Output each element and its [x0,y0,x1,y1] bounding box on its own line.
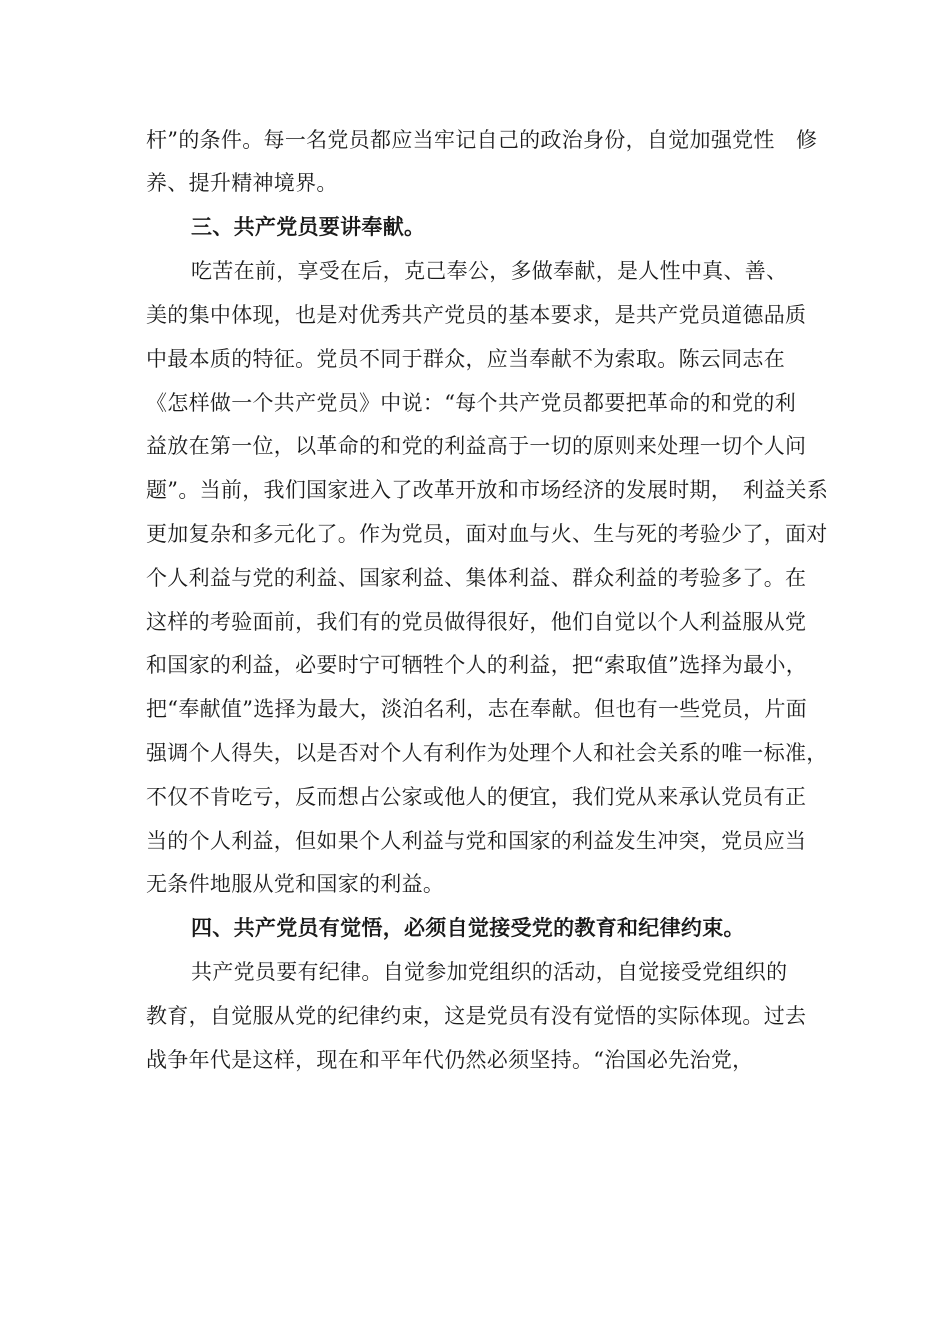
text-line: 题”。当前，我们国家进入了改革开放和市场经济的发展时期， 利益关系 [146,478,829,502]
text-line: 无条件地服从党和国家的利益。 [146,872,445,896]
text-line: 和国家的利益，必要时宁可牺牲个人的利益，把“索取值”选择为最小， [146,653,808,677]
text-line: 中最本质的特征。党员不同于群众，应当奉献不为索取。陈云同志在 [146,347,785,371]
paragraph-first-line: 吃苦在前，享受在后，克己奉公，多做奉献，是人性中真、善、 [191,259,788,283]
text-line: 益放在第一位，以革命的和党的利益高于一切的原则来处理一切个人问 [146,434,807,458]
text-line: 当的个人利益，但如果个人利益与党和国家的利益发生冲突，党员应当 [146,829,807,853]
text-line: 更加复杂和多元化了。作为党员，面对血与火、生与死的考验少了，面对 [146,522,828,546]
text-line: 《怎样做一个共产党员》中说：“每个共产党员都要把革命的和党的利 [146,391,797,415]
text-line: 养、提升精神境界。 [146,171,338,195]
section-heading: 四、共产党员有觉悟，必须自觉接受党的教育和纪律约束。 [191,915,745,940]
text-line: 强调个人得失，以是否对个人有利作为处理个人和社会关系的唯一标准， [146,741,828,765]
paragraph-first-line: 共产党员要有纪律。自觉参加党组织的活动，自觉接受党组织的 [191,960,788,984]
text-line: 个人利益与党的利益、国家利益、集体利益、群众利益的考验多了。在 [146,566,807,590]
text-line: 不仅不肯吃亏，反而想占公家或他人的便宜，我们党从来承认党员有正 [146,785,807,809]
text-line: 杆”的条件。每一名党员都应当牢记自己的政治身份，自觉加强党性 修 [146,128,818,152]
text-line: 这样的考验面前，我们有的党员做得很好，他们自觉以个人利益服从党 [146,610,807,634]
section-heading: 三、共产党员要讲奉献。 [191,214,426,239]
text-line: 教育，自觉服从党的纪律约束，这是党员有没有觉悟的实际体现。过去 [146,1004,807,1028]
text-line: 战争年代是这样，现在和平年代仍然必须坚持。“治国必先治党， [146,1048,754,1072]
text-line: 美的集中体现，也是对优秀共产党员的基本要求，是共产党员道德品质 [146,303,807,327]
text-line: 把“奉献值”选择为最大，淡泊名利，志在奉献。但也有一些党员，片面 [146,697,808,721]
